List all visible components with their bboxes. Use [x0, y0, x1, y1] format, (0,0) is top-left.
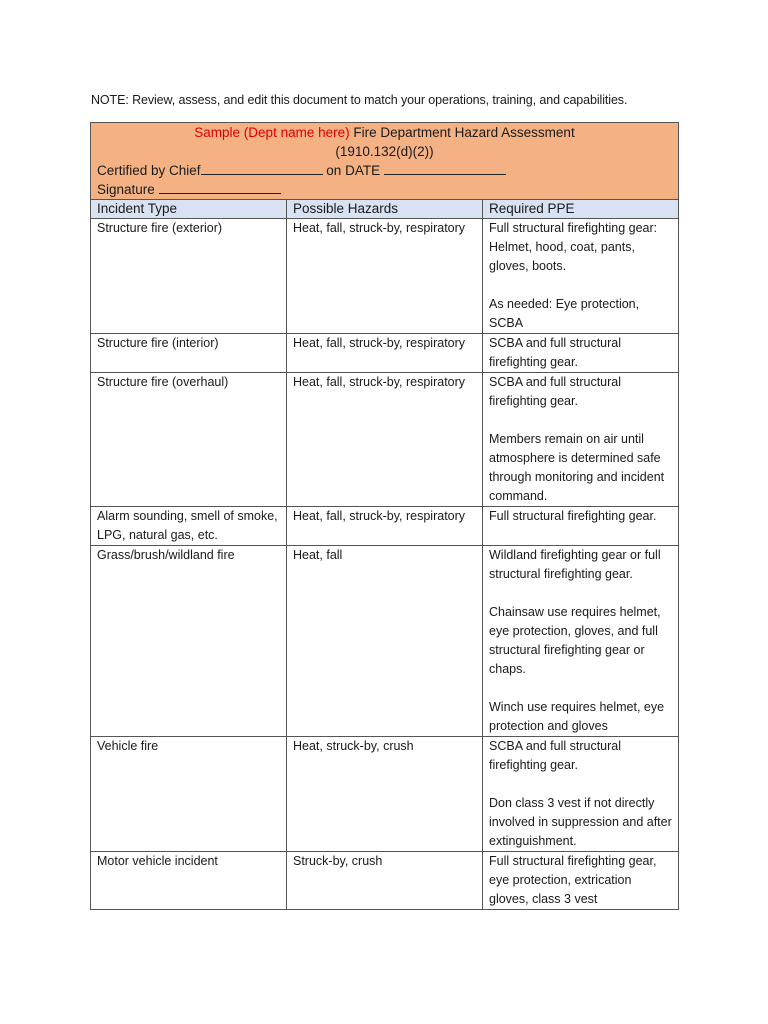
ppe-paragraph: SCBA and full structural firefighting gear.	[489, 375, 622, 408]
incident-type-cell: Structure fire (overhaul)	[91, 373, 287, 507]
ppe-paragraph: Members remain on air until atmosphere is determined safe through monitoring and incident command.	[489, 432, 665, 503]
document-title	[97, 123, 672, 142]
possible-hazards-cell: Heat, fall, struck-by, respiratory	[287, 507, 483, 546]
required-ppe-cell	[483, 852, 679, 910]
ppe-paragraph: SCBA and full structural firefighting gear.	[489, 336, 622, 369]
signature-label: Signature	[97, 182, 159, 197]
ppe-paragraph: Winch use requires helmet, eye protection and gloves	[489, 700, 665, 733]
required-ppe-cell	[483, 219, 679, 334]
hazard-assessment-table	[90, 122, 679, 910]
possible-hazards-cell: Heat, fall	[287, 546, 483, 737]
required-ppe-cell	[483, 546, 679, 737]
incident-type-cell: Grass/brush/wildland fire	[91, 546, 287, 737]
column-header-row	[91, 200, 679, 219]
ppe-paragraph: Full structural firefighting gear: Helmet, hood, coat, pants, gloves, boots.	[489, 221, 658, 273]
table-row	[91, 737, 679, 852]
date-blank[interactable]	[384, 162, 506, 175]
incident-type-cell: Motor vehicle incident	[91, 852, 287, 910]
table-row	[91, 373, 679, 507]
incident-type-cell: Structure fire (exterior)	[91, 219, 287, 334]
possible-hazards-cell: Heat, fall, struck-by, respiratory	[287, 373, 483, 507]
table-row	[91, 546, 679, 737]
possible-hazards-cell: Heat, fall, struck-by, respiratory	[287, 334, 483, 373]
signature-blank[interactable]	[159, 181, 281, 194]
ppe-paragraph: As needed: Eye protection, SCBA	[489, 297, 640, 330]
table-row	[91, 334, 679, 373]
dept-name-placeholder: Sample (Dept name here)	[194, 125, 350, 140]
table-row	[91, 219, 679, 334]
table-row	[91, 507, 679, 546]
required-ppe-cell	[483, 737, 679, 852]
column-header-possible-hazards: Possible Hazards	[287, 200, 483, 219]
incident-type-cell: Alarm sounding, smell of smoke, LPG, natural gas, etc.	[91, 507, 287, 546]
chief-name-blank[interactable]	[201, 162, 323, 175]
column-header-required-ppe: Required PPE	[483, 200, 679, 219]
table-row	[91, 852, 679, 910]
table-header-row	[91, 123, 679, 200]
possible-hazards-cell: Struck-by, crush	[287, 852, 483, 910]
regulation-reference: (1910.132(d)(2))	[335, 144, 434, 159]
assessment-header	[91, 123, 679, 200]
possible-hazards-cell: Heat, struck-by, crush	[287, 737, 483, 852]
document-note: NOTE: Review, assess, and edit this document to match your operations, training, and capabilities.	[91, 93, 628, 107]
title-text: Fire Department Hazard Assessment	[349, 125, 575, 140]
column-header-incident-type: Incident Type	[91, 200, 287, 219]
ppe-paragraph: Full structural firefighting gear.	[489, 509, 657, 523]
incident-type-cell: Structure fire (interior)	[91, 334, 287, 373]
required-ppe-cell	[483, 507, 679, 546]
possible-hazards-cell: Heat, fall, struck-by, respiratory	[287, 219, 483, 334]
ppe-paragraph: SCBA and full structural firefighting gear.	[489, 739, 622, 772]
incident-type-cell: Vehicle fire	[91, 737, 287, 852]
certification-line	[97, 161, 672, 180]
required-ppe-cell	[483, 373, 679, 507]
ppe-paragraph: Chainsaw use requires helmet, eye protection, gloves, and full structural firefighting gear or chaps.	[489, 605, 661, 676]
signature-line	[97, 180, 672, 199]
ppe-paragraph: Don class 3 vest if not directly involved in suppression and after extinguishment.	[489, 796, 672, 848]
table-body	[91, 219, 679, 910]
required-ppe-cell	[483, 334, 679, 373]
certified-label: Certified by Chief	[97, 163, 201, 178]
ppe-paragraph: Wildland firefighting gear or full structural firefighting gear.	[489, 548, 661, 581]
on-date-label: on DATE	[322, 163, 384, 178]
ppe-paragraph: Full structural firefighting gear, eye protection, extrication gloves, class 3 vest	[489, 854, 657, 906]
